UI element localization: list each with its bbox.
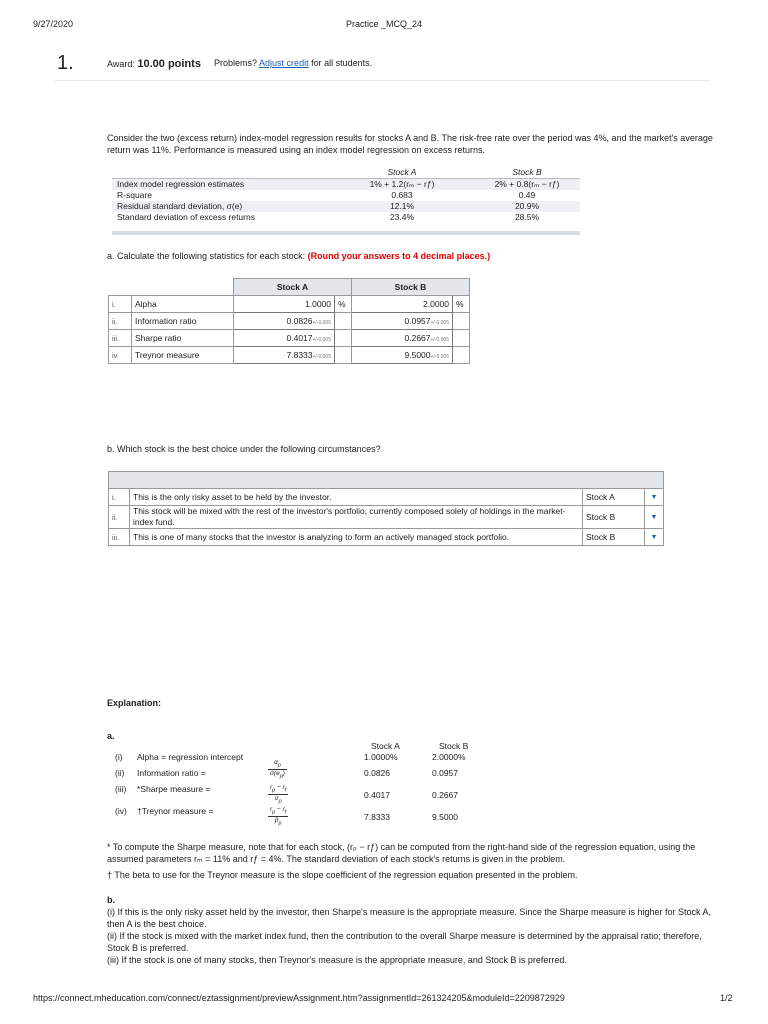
- tolerance: +/-0.005: [312, 320, 331, 326]
- award-prefix: Award:: [107, 59, 135, 69]
- exp-value-b: 9.5000: [432, 812, 458, 822]
- part-a-answer-table: [108, 278, 470, 364]
- row-value-b: 0.49: [518, 190, 536, 200]
- exp-row-label: *Sharpe measure =: [137, 784, 211, 794]
- answer-row-sharpe: [109, 330, 470, 347]
- alpha-a-input[interactable]: [234, 296, 335, 313]
- part-a-text: a. Calculate the following statistics for each stock:: [107, 251, 306, 261]
- exp-row-num: (ii): [115, 768, 125, 778]
- unit: [335, 330, 352, 347]
- explanation-b-label: b.: [107, 895, 115, 905]
- footer-url: https://connect.mheducation.com/connect/eztassignment/previewAssignment.htm?assignmentId=261324205&moduleId=2209872929: [33, 993, 565, 1003]
- award-info: [107, 58, 201, 70]
- header-blank: [109, 472, 664, 489]
- explanation-a-label: a.: [107, 731, 115, 741]
- data-row: [112, 201, 580, 212]
- unit: %: [335, 296, 352, 313]
- info-ratio-formula: [268, 759, 287, 781]
- circumstance-text: This is one of many stocks that the investor is analyzing to form an actively managed stock portfolio.: [130, 529, 583, 546]
- data-row: [112, 212, 580, 223]
- question-intro: Consider the two (excess return) index-model regression results for stocks A and B. The risk-free rate over the period was 4%, and the market's average return was 11%. Performance is measured using an index model regression on excess returns.: [107, 133, 713, 155]
- value: 0.0957: [404, 316, 431, 326]
- row-number: iii.: [109, 529, 130, 546]
- tolerance: +/-0.005: [430, 337, 449, 343]
- fraction: $\frac{r_p - r_f}{\beta_p}$: [270, 806, 287, 827]
- row-label: Index model regression estimates: [117, 179, 245, 189]
- col-stock-b: Stock B: [352, 279, 470, 296]
- unit: [453, 313, 470, 330]
- value: 9.5000: [404, 350, 431, 360]
- exp-value-a: 0.4017: [364, 790, 390, 800]
- row-number: ii.: [109, 313, 132, 330]
- page-number: 1/2: [720, 993, 733, 1003]
- exp-value-b: 2.0000%: [432, 752, 466, 762]
- answer-row-information-ratio: [109, 313, 470, 330]
- print-date: 9/27/2020: [33, 19, 74, 29]
- answer-table-header: [109, 472, 664, 489]
- choice-row: [109, 529, 664, 546]
- choice-row: [109, 506, 664, 529]
- unit: [453, 330, 470, 347]
- exp-value-a: 1.0000%: [364, 752, 398, 762]
- rounding-instruction: (Round your answers to 4 decimal places.): [307, 251, 491, 261]
- answer-row-alpha: [109, 296, 470, 313]
- regression-data-table: [112, 167, 580, 223]
- col-stock-a: Stock A: [234, 279, 352, 296]
- unit: [335, 347, 352, 364]
- row-label: Sharpe ratio: [132, 330, 234, 347]
- row-number: i.: [109, 489, 130, 506]
- exp-row-label: Information ratio =: [137, 768, 206, 778]
- unit: [453, 347, 470, 364]
- unit: %: [453, 296, 470, 313]
- exp-row-label: Alpha = regression intercept: [137, 752, 244, 762]
- exp-col-stock-a: Stock A: [371, 741, 400, 751]
- answer-table-header: [109, 279, 470, 296]
- row-value-a: 23.4%: [389, 212, 415, 222]
- row-label: Residual standard deviation, σ(e): [117, 201, 243, 211]
- treynor-a-input[interactable]: [234, 347, 335, 364]
- sharpe-a-input[interactable]: [234, 330, 335, 347]
- row-label: R-square: [117, 190, 152, 200]
- value: 0.4017: [286, 333, 313, 343]
- tolerance: +/-0.005: [430, 354, 449, 360]
- page-title: Practice _MCQ_24: [345, 19, 423, 29]
- row-number: i.: [109, 296, 132, 313]
- sharpe-b-input[interactable]: [352, 330, 453, 347]
- row-number: ii.: [109, 506, 130, 529]
- info-ratio-a-input[interactable]: [234, 313, 335, 330]
- data-row: [112, 179, 580, 190]
- exp-row-label: †Treynor measure =: [137, 806, 214, 816]
- circumstance-text: This stock will be mixed with the rest of the investor's portfolio, currently composed solely of holdings in the market-index fund.: [130, 506, 583, 529]
- tolerance: +/-0.005: [312, 354, 331, 360]
- tolerance: +/-0.005: [312, 337, 331, 343]
- treynor-b-input[interactable]: [352, 347, 453, 364]
- row-value-b: 28.5%: [514, 212, 540, 222]
- treynor-formula: [268, 806, 288, 828]
- stock-select[interactable]: Stock A: [583, 489, 645, 506]
- data-table-header: [112, 167, 580, 179]
- sharpe-note: * To compute the Sharpe measure, note that for each stock, (rₚ − rƒ) can be computed from the right-hand side of the regression equation, using the assumed parameters rₘ = 11% and rƒ = 4%. The standard deviation of each stock's returns is given in the problem.: [107, 842, 696, 864]
- problems-prefix: Problems?: [214, 58, 258, 68]
- unit: [335, 313, 352, 330]
- explanation-b-ii: (ii) If the stock is mixed with the market index fund, then the contribution to the overall Sharpe measure is determined by the appraisal ratio; therefore, Stock B is preferred.: [107, 931, 702, 953]
- row-label: Alpha: [132, 296, 234, 313]
- adjust-credit-link[interactable]: Adjust credit: [259, 58, 309, 68]
- part-b-answer-table: [108, 471, 664, 546]
- tolerance: +/-0.005: [430, 320, 449, 326]
- header-blank: [109, 279, 234, 296]
- row-label: Standard deviation of excess returns: [117, 212, 255, 222]
- value: 0.0826: [286, 316, 313, 326]
- separator: [55, 80, 710, 81]
- col-stock-b: Stock B: [512, 167, 542, 177]
- exp-row-num: (iv): [115, 806, 127, 816]
- award-points: 10.00 points: [137, 58, 201, 70]
- col-stock-a: Stock A: [387, 167, 417, 177]
- stock-select[interactable]: Stock B: [583, 506, 645, 529]
- part-a-prompt: [107, 251, 490, 261]
- exp-value-a: 0.0826: [364, 768, 390, 778]
- choice-row: [109, 489, 664, 506]
- row-number: iii.: [109, 330, 132, 347]
- exp-row-num: (iii): [115, 784, 127, 794]
- exp-value-b: 0.0957: [432, 768, 458, 778]
- answer-row-treynor: [109, 347, 470, 364]
- explanation-title: Explanation:: [107, 698, 162, 708]
- row-label: Information ratio: [132, 313, 234, 330]
- problems-info: [214, 58, 372, 68]
- treynor-note: † The beta to use for the Treynor measure is the slope coefficient of the regression equation presented in the problem.: [107, 870, 578, 880]
- part-b-prompt: b. Which stock is the best choice under the following circumstances?: [107, 444, 381, 454]
- fraction: $\frac{r_p - r_f}{\sigma_p}$: [270, 784, 287, 805]
- explanation-b-i: (i) If this is the only risky asset held by the investor, then Sharpe's measure is the appropriate measure. Since the Sharpe measure is higher for Stock A, then A is the best choice.: [107, 907, 712, 929]
- stock-select[interactable]: Stock B: [583, 529, 645, 546]
- chevron-down-icon[interactable]: ▼: [645, 529, 664, 546]
- chevron-down-icon[interactable]: ▼: [645, 506, 664, 529]
- question-number: 1.: [57, 52, 74, 74]
- row-label: Treynor measure: [132, 347, 234, 364]
- row-value-b: 20.9%: [514, 201, 540, 211]
- row-value-a: 0.683: [391, 190, 413, 200]
- circumstance-text: This is the only risky asset to be held by the investor.: [130, 489, 583, 506]
- value: 7.8333: [286, 350, 313, 360]
- exp-value-a: 7.8333: [364, 812, 390, 822]
- row-value-b: 2% + 0.8(rₘ − rƒ): [494, 179, 560, 189]
- fraction: $\frac{\alpha_p}{\sigma(e_p)}$: [270, 759, 285, 780]
- sharpe-formula: [268, 784, 288, 806]
- problems-suffix: for all students.: [311, 58, 373, 68]
- exp-row-num: (i): [115, 752, 123, 762]
- value: 1.0000: [305, 299, 331, 309]
- chevron-down-icon[interactable]: ▼: [645, 489, 664, 506]
- alpha-b-input[interactable]: [352, 296, 453, 313]
- row-value-a: 1% + 1.2(rₘ − rƒ): [369, 179, 435, 189]
- explanation-b-iii: (iii) If the stock is one of many stocks, then Treynor's measure is the appropriate measure, and Stock B is preferred.: [107, 955, 567, 965]
- value: 2.0000: [423, 299, 449, 309]
- exp-col-stock-b: Stock B: [439, 741, 469, 751]
- data-row: [112, 190, 580, 201]
- row-value-a: 12.1%: [389, 201, 415, 211]
- table-divider: [112, 231, 580, 235]
- exp-value-b: 0.2667: [432, 790, 458, 800]
- row-number: iv.: [109, 347, 132, 364]
- value: 0.2667: [404, 333, 431, 343]
- info-ratio-b-input[interactable]: [352, 313, 453, 330]
